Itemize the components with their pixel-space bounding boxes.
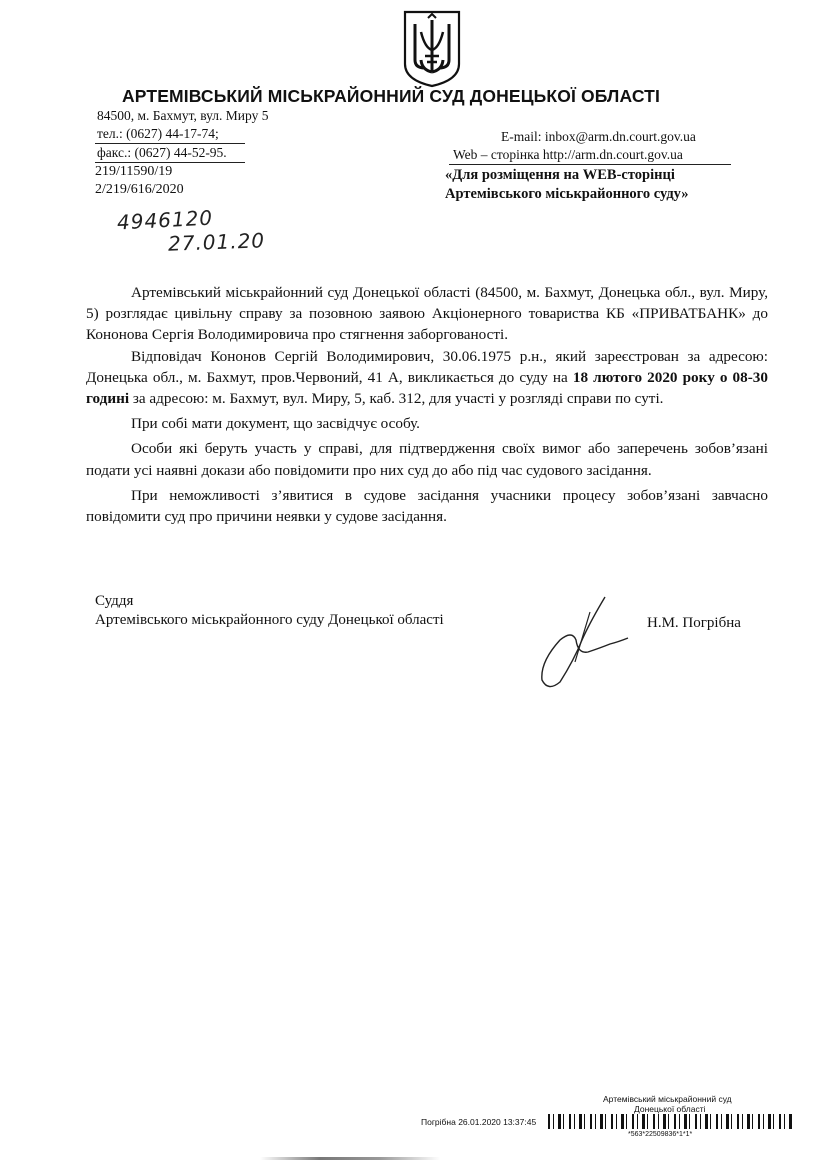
stamp-court-line1: Артемівський міськрайонний суд: [603, 1094, 732, 1104]
phone-rule: [95, 143, 245, 144]
court-fax: факс.: (0627) 44-52-95.: [97, 145, 227, 160]
handwritten-date: 27.01.20: [167, 228, 266, 256]
barcode: [548, 1114, 794, 1129]
judge-name: Н.М. Погрібна: [647, 615, 741, 631]
judge-court: Артемівського міськрайонного суду Донецької області: [95, 612, 444, 628]
proceeding-number: 2/219/616/2020: [95, 182, 184, 197]
stamp-registered: Погрібна 26.01.2020 13:37:45: [421, 1117, 537, 1127]
handwritten-signature: [530, 592, 630, 692]
body-paragraph-5: При неможливості з’явитися в судове засідання учасники процесу зобов’язані завчасно повідомити суд про причини неявки у судове засідання.: [86, 486, 768, 526]
coat-of-arms-icon: [403, 10, 461, 88]
court-web: Web – сторінка http://arm.dn.court.gov.ua: [453, 147, 683, 162]
web-note-line2: Артемівського міськрайонного суду»: [445, 186, 689, 202]
barcode-text: *563*22509836*1*1*: [628, 1131, 693, 1138]
court-address: 84500, м. Бахмут, вул. Миру 5: [97, 108, 269, 123]
case-number: 219/11590/19: [95, 164, 173, 179]
handwritten-number: 4946120: [116, 205, 214, 235]
web-rule: [449, 164, 731, 165]
body-paragraph-4: Особи які беруть участь у справі, для підтвердження своїх вимог або заперечень зобов’язані подати усі наявні докази або повідомити про них суд до або під час судового засідання.: [86, 440, 768, 479]
body-paragraph-3: При собі мати документ, що засвідчує особу.: [131, 415, 420, 433]
stamp-court-line2: Донецької області: [634, 1104, 706, 1114]
fax-rule: [95, 162, 245, 163]
web-note-line1: «Для розміщення на WEB-сторінці: [445, 167, 675, 183]
court-name: АРТЕМІВСЬКИЙ МІСЬКРАЙОННИЙ СУД ДОНЕЦЬКОЇ ОБЛАСТІ: [122, 86, 661, 106]
body-paragraph-2: [86, 346, 768, 410]
judge-role: Суддя: [95, 593, 134, 609]
body-p2-end: за адресою: м. Бахмут, вул. Миру, 5, каб. 312, для участі у розгляді справи по суті.: [132, 390, 664, 408]
document-body: [86, 282, 768, 527]
hearing-datetime: 18 лютого 2020 року о 08-30 годині: [86, 368, 768, 408]
body-paragraph-1: Артемівський міськрайонний суд Донецької області (84500, м. Бахмут, Донецька обл., вул. Миру, 5) розглядає цивільну справу за позовною заявою Акціонерного товариства КБ «ПРИВАТБАНК» до Кононова Сергія Володимировича про стягнення заборгованості.: [86, 284, 768, 344]
court-email: E-mail: inbox@arm.dn.court.gov.ua: [501, 129, 696, 144]
court-phone: тел.: (0627) 44-17-74;: [97, 126, 219, 141]
scan-artifact: [260, 1157, 440, 1160]
body-p2-start: Відповідач Кононов Сергій Володимирович, 30.06.1975 р.н., який зареєстрован за адресою: Донецька обл., м. Бахмут, пров.Червоний, 41 А, викликається до суду на: [86, 347, 768, 386]
